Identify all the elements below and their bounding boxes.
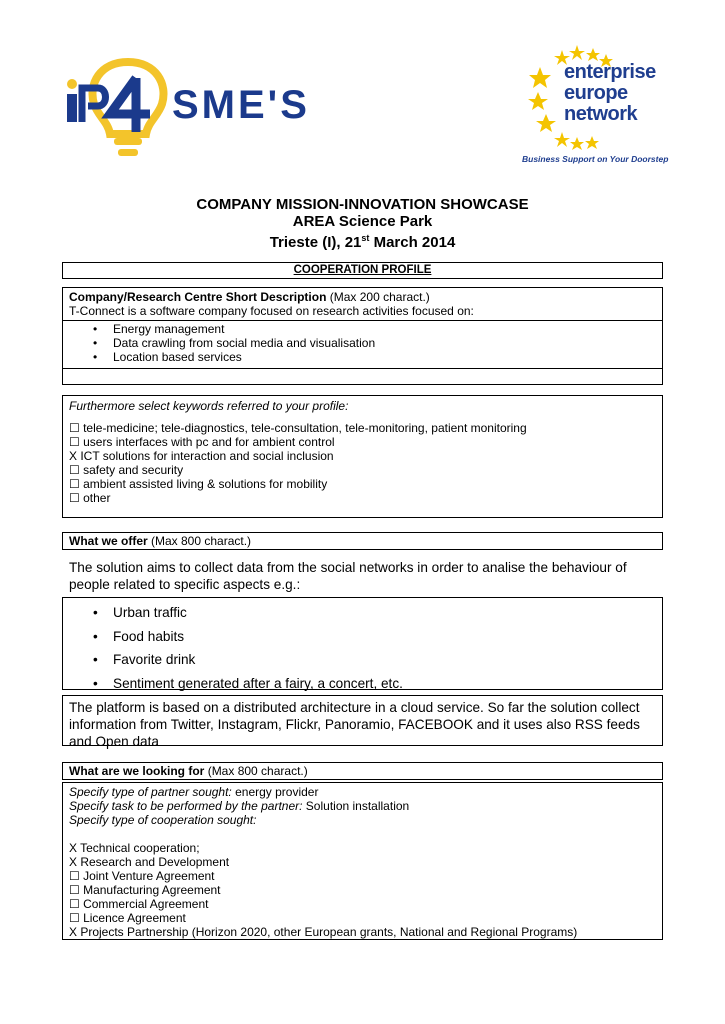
- een-tagline: Business Support on Your Doorstep: [522, 154, 669, 164]
- partner-value: energy provider: [231, 785, 319, 799]
- offer-list-box: [62, 597, 663, 690]
- short-description-label: Company/Research Centre Short Description: [69, 290, 327, 304]
- ip4smes-logo: [60, 52, 315, 167]
- task-label: Specify task to be performed by the partner:: [69, 799, 303, 813]
- cooperation-option: X Technical cooperation;: [69, 841, 200, 855]
- offer-limit: (Max 800 charact.): [147, 534, 252, 548]
- cooperation-option: X Research and Development: [69, 855, 230, 869]
- looking-header: [62, 762, 663, 780]
- short-description-list: [113, 322, 662, 364]
- cooperation-option: ☐ Licence Agreement: [69, 911, 186, 925]
- keywords-prompt: Furthermore select keywords referred to your profile:: [69, 399, 349, 413]
- een-line1: enterprise: [564, 61, 656, 83]
- task-value: Solution installation: [302, 799, 410, 813]
- keyword-option: ☐ other: [69, 491, 111, 505]
- header-date-suffix: st: [361, 233, 370, 243]
- list-item: • Favorite drink: [113, 648, 662, 672]
- short-description-text: T-Connect is a software company focused on research activities focused on:: [69, 304, 474, 318]
- keyword-option: ☐ tele-medicine; tele-diagnostics, tele-consultation, tele-monitoring, patient monitoring: [69, 421, 527, 435]
- list-item: • Urban traffic: [113, 601, 662, 625]
- list-item: • Sentiment generated after a fairy, a concert, etc.: [113, 672, 662, 696]
- keyword-option: ☐ safety and security: [69, 463, 184, 477]
- short-description-header: [62, 287, 663, 321]
- short-description-list-box: [62, 320, 663, 369]
- een-line3: network: [564, 103, 638, 125]
- offer-header: [62, 532, 663, 550]
- cooperation-option: ☐ Joint Venture Agreement: [69, 869, 215, 883]
- cooperation-option: X Projects Partnership (Horizon 2020, other European grants, National and Regional Programs): [69, 925, 578, 939]
- keyword-option: ☐ users interfaces with pc and for ambient control: [69, 435, 335, 449]
- short-description-limit: (Max 200 charact.): [326, 290, 430, 304]
- list-item: • Energy management: [113, 322, 662, 336]
- cooperation-option: ☐ Manufacturing Agreement: [69, 883, 221, 897]
- cooperation-profile-title: COOPERATION PROFILE: [293, 264, 432, 276]
- header-line2: AREA Science Park: [292, 213, 433, 230]
- keywords-box: [62, 395, 663, 518]
- list-item: • Location based services: [113, 350, 662, 364]
- header-line1: COMPANY MISSION-INNOVATION SHOWCASE: [196, 196, 529, 213]
- keyword-option: ☐ ambient assisted living & solutions for mobility: [69, 477, 328, 491]
- een-line2: europe: [564, 82, 628, 104]
- header-date-month: March 2014: [369, 234, 456, 251]
- svg-text:SME'S: SME'S: [172, 83, 310, 127]
- offer-intro: The solution aims to collect data from the social networks in order to analise the behaviour of people related to specific aspects e.g.:: [69, 560, 627, 592]
- header-line3: [62, 230, 663, 251]
- offer-label: What we offer: [69, 534, 148, 548]
- cooperation-option: ☐ Commercial Agreement: [69, 897, 209, 911]
- looking-limit: (Max 800 charact.): [204, 764, 308, 778]
- looking-box: [62, 782, 663, 940]
- offer-platform-text: The platform is based on a distributed architecture in a cloud service. So far the solution collect information from Twitter, Instagram, Flickr, Panoramio, FACEBOOK and it uses also RSS feeds and Open data: [69, 700, 640, 749]
- header-date-prefix: Trieste (I), 21: [269, 234, 362, 251]
- document-header: [62, 196, 663, 251]
- list-item: • Food habits: [113, 625, 662, 649]
- empty-row: [62, 368, 663, 385]
- een-logo: [520, 40, 670, 170]
- partner-label: Specify type of partner sought:: [69, 785, 232, 799]
- coop-label: Specify type of cooperation sought:: [69, 813, 257, 827]
- offer-platform-box: [62, 695, 663, 749]
- list-item: • Data crawling from social media and visualisation: [113, 336, 662, 350]
- offer-list: [113, 601, 662, 695]
- looking-label: What are we looking for: [69, 764, 205, 778]
- cooperation-profile-row: [62, 262, 663, 279]
- keyword-option: X ICT solutions for interaction and social inclusion: [69, 449, 334, 463]
